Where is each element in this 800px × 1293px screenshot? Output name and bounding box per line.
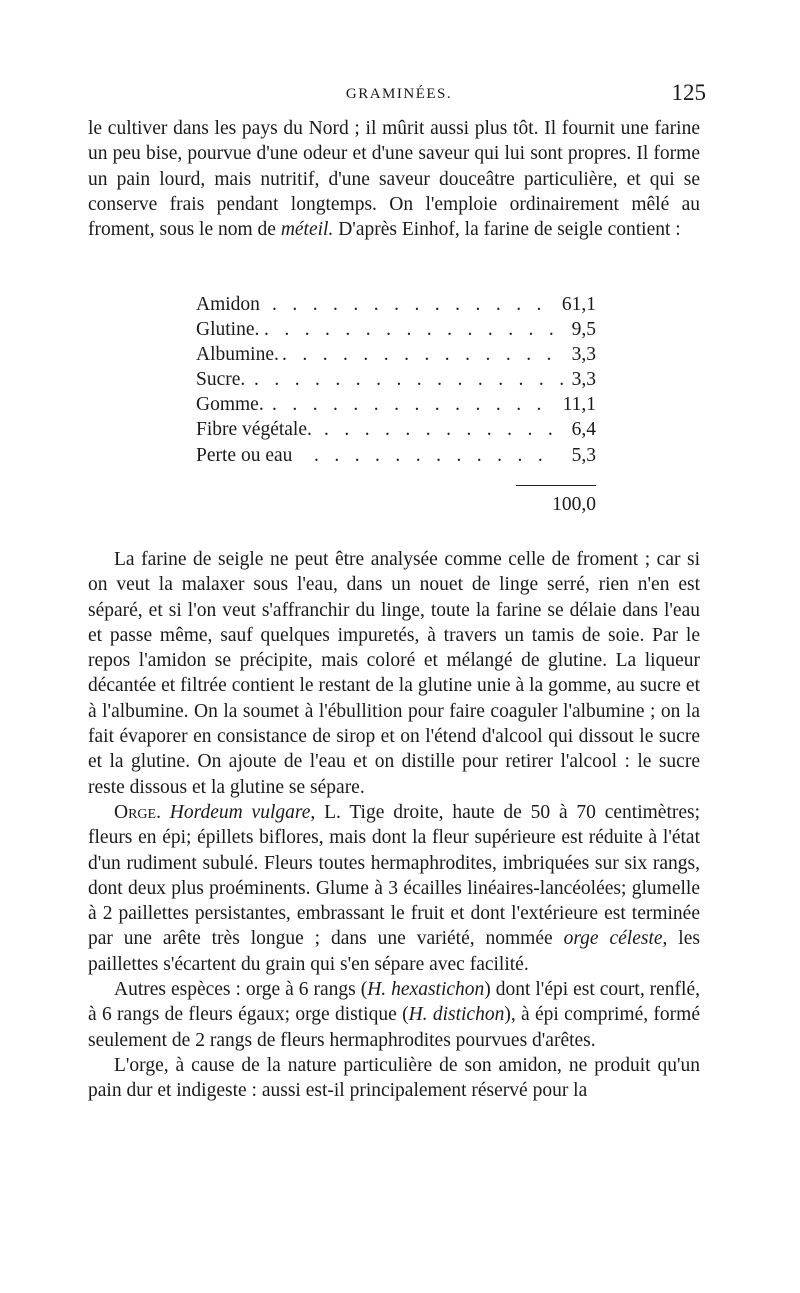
paragraph-text: D'après Einhof, la farine de seigle contient : [333,219,681,241]
dot-leader: . . . . . . . . . . . . [324,419,559,441]
paragraph-text: Autres espèces : orge à 6 rangs ( [114,979,368,1001]
component-name: Albumine. [196,344,279,366]
paragraph-orge-usage [88,1053,700,1104]
paragraph-text: ) dont l'épi est court, renflé, à 6 rangs de fleurs égaux; orge distique ( [88,979,701,1026]
component-name: Amidon [196,294,260,315]
paragraph-orge [88,800,700,977]
component-value: 61,1 [561,294,596,315]
table-total: 100,0 [552,494,596,515]
paragraph-text: , les paillettes s'écartent du grain qui s'en sépare avec facilité. [88,928,700,975]
paragraph-especes [88,977,700,1053]
paragraph-analyse [88,547,700,800]
total-rule [516,485,596,486]
table-row [196,392,596,417]
table-row [196,443,596,468]
paragraph-text: , L. Tige droite, haute de 50 à 70 centimètres; fleurs en épi; épillets biflores, mais dont la fleur supérieure est réduite à l'état d'un rudiment subulé. Fleurs toutes hermaphrodites, imbriquées sur six rangs, dont deux plus proéminents. Glume à 3 écailles linéaires-lancéolées; glumelle à 2 paillettes persistantes, embrassant le fruit et dont l'extérieure est terminée par une arête très longue ; dans une variété, nommée [88,801,701,950]
term-meteil: méteil. [280,219,334,241]
paragraph-text: le cultiver dans les pays du Nord ; il mûrit aussi plus tôt. Il fournit une farine un peu bise, pourvue d'une odeur et d'une saveur qui lui sont propres. Il forme un pain lourd, mais nutritif, d'une saveur douceâtre particulière, et qui se conserve frais pendant longtemps. On l'emploie ordinairement mêlé au froment, sous le nom de [88,118,700,241]
composition-table [196,292,596,468]
page-number: 125 [671,80,706,105]
component-name: Perte ou eau [196,444,293,466]
dot-leader: . . . . . . . . . . . . . . [282,344,557,366]
component-value: 11,1 [562,394,596,416]
table-row [196,292,596,317]
component-value: 6,4 [571,419,596,441]
component-name: Fibre végétale. [196,419,312,441]
species-name: H. hexastichon [367,979,485,1001]
body-text [88,547,700,1104]
dot-leader: . . . . . . . . . . . . . . [272,294,547,315]
table-row [196,367,596,392]
component-value: 3,3 [571,344,596,366]
dot-leader: . . . . . . . . . . . . . . [272,394,547,416]
component-name: Gomme. [196,394,264,416]
component-name: Glutine. [196,319,260,341]
entry-heading: Orge. [114,801,161,823]
table-row [196,317,596,342]
page-header [88,80,710,114]
species-name: H. distichon [408,1004,505,1026]
component-name: Sucre. [196,369,246,391]
running-title: GRAMINÉES. [345,86,453,102]
latin-name: Hordeum vulgare [169,801,311,823]
paragraph-text: La farine de seigle ne peut être analysée comme celle de froment ; car si on veut la malaxer sous l'eau, dans un nouet de linge serré, rien n'en est séparé, et si l'on veut s'affranchir du linge, toute la farine se délaie dans l'eau et passe même, sauf quelques impuretés, à travers un tamis de soie. Par le repos l'amidon se précipite, mais coloré et mélangé de glutine. La liqueur décantée et filtrée contient le restant de la glutine unie à la gomme, au sucre et à l'albumine. On la soumet à l'ébullition pour faire coaguler l'albumine ; on la fait évaporer en consistance de sirop et on l'étend d'alcool qui dissout le sucre et la glutine. On ajoute de l'eau et on distille pour retirer l'alcool : le sucre reste dissous et la glutine se sépare. [88,549,700,798]
paragraph-text: ), à épi comprimé, formé seulement de 2 rangs de fleurs hermaphrodites pourvues d'arêtes. [88,1004,700,1051]
dot-leader: . . . . . . . . . . . . . . . [264,319,560,341]
variety-name: orge céleste [563,928,663,950]
table-row [196,417,596,442]
table-row [196,342,596,367]
dot-leader: . . . . . . . . . . . . . . . . [254,369,570,391]
component-value: 9,5 [571,319,596,341]
dot-leader: . . . . . . . . . . . . [314,444,549,466]
paragraph-text: L'orge, à cause de la nature particulière de son amidon, ne produit qu'un pain dur et indigeste : aussi est-il principalement réservé pour la [88,1054,700,1102]
paragraph-seigle [88,116,700,242]
component-value: 3,3 [571,369,596,391]
component-value: 5,3 [571,444,596,466]
